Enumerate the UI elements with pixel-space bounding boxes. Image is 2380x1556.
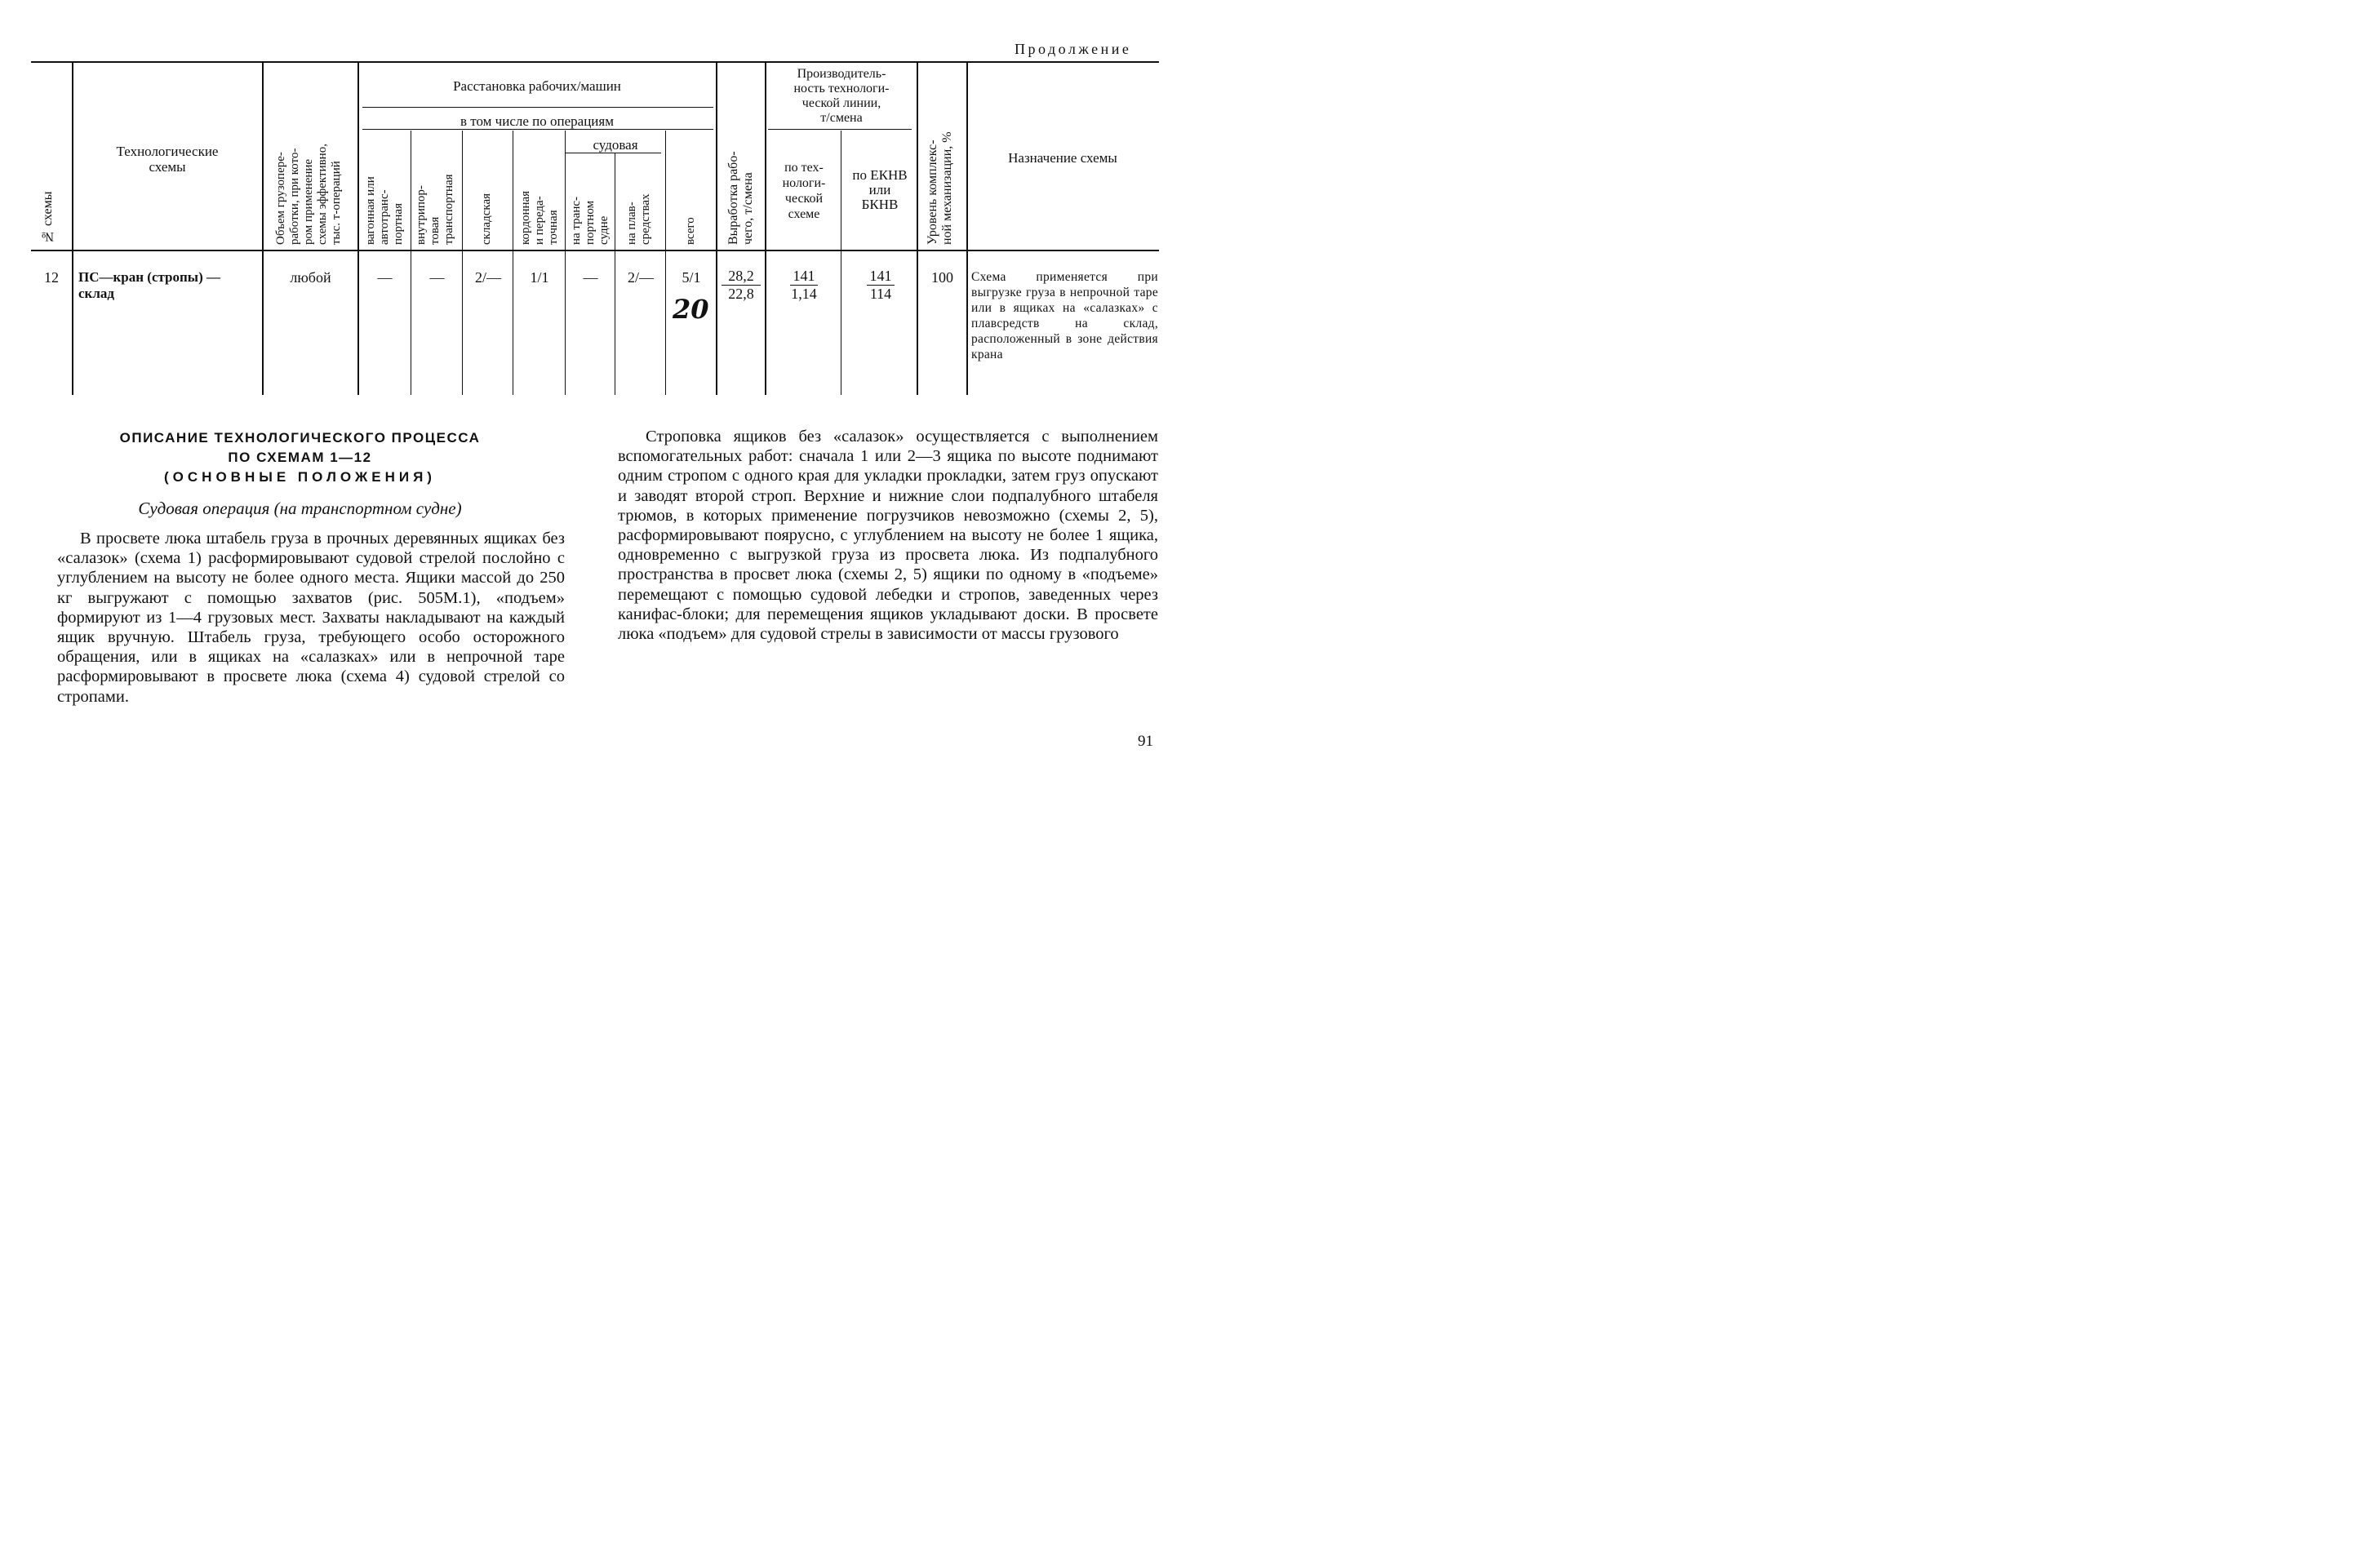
row-wagon: — [377, 269, 393, 286]
row-prod-ekhv [867, 268, 895, 303]
continuation-label: Продолжение [1015, 41, 1132, 57]
row-warehouse: 2/— [474, 269, 501, 286]
col-divider [462, 131, 463, 395]
row-purpose: Схема применяется при выгрузке груза в непрочной таре или в ящиках на «салазках» с плавсредств на склад, расположенный в зоне действия крана [971, 270, 1158, 361]
handwritten-mark: 20 [673, 294, 709, 325]
header-subrule [768, 129, 912, 130]
row-prod-ekhv-den: 114 [869, 286, 892, 302]
header-total: всего [684, 217, 697, 245]
page-number: 91 [1138, 733, 1153, 750]
header-cordon: кордонная и переда- точная [519, 190, 560, 245]
header-subrule [362, 129, 713, 130]
row-floating: 2/— [627, 269, 654, 286]
header-placement: Расстановка рабочих/машин [453, 78, 621, 94]
section-heading-line2: ПО СХЕМАМ 1—12 [228, 450, 372, 465]
col-divider [716, 62, 717, 395]
header-ship-transport: на транс- портном судне [570, 196, 611, 245]
row-output-num: 28,2 [722, 268, 761, 286]
row-prod-ekhv-num: 141 [867, 268, 895, 286]
header-purpose: Назначение схемы [1008, 150, 1117, 166]
header-prod-scheme: по тех- нологи- ческой схеме [782, 161, 826, 221]
section-heading-line1: ОПИСАНИЕ ТЕХНОЛОГИЧЕСКОГО ПРОЦЕССА [119, 430, 481, 446]
table-header-bottom-rule [31, 250, 1159, 251]
row-total: 5/1 [682, 269, 701, 286]
header-internal: внутрипор- товая транспортная [415, 174, 455, 245]
col-divider [72, 62, 73, 395]
row-prod-scheme-num: 141 [790, 268, 818, 286]
col-divider [917, 62, 918, 395]
header-tech-schemes: Технологические схемы [116, 144, 219, 175]
header-output: Выработка рабо- чего, т/смена [726, 151, 755, 245]
header-floating: на плав- средствах [625, 193, 652, 245]
header-including-ops: в том числе по операциям [460, 113, 614, 129]
section-heading-line3: (ОСНОВНЫЕ ПОЛОЖЕНИЯ) [164, 469, 436, 485]
row-volume: любой [290, 269, 331, 286]
header-mech-level: Уровень комплекс- ной механизации, % [926, 131, 954, 245]
row-internal: — [429, 269, 445, 286]
row-ship-transport: — [583, 269, 598, 286]
section-subheading: Судовая операция (на транспортном судне) [138, 499, 462, 518]
header-ship-group: судовая [593, 137, 638, 153]
row-cordon: 1/1 [530, 269, 549, 286]
header-productivity: Производитель- ность технологи- ческой линии, т/смена [793, 67, 890, 125]
header-warehouse: складская [480, 193, 493, 245]
header-prod-ekhv: по ЕКНВ или БКНВ [852, 167, 908, 212]
col-divider [966, 62, 968, 395]
col-divider [262, 62, 264, 395]
row-mech-level: 100 [931, 269, 953, 286]
header-scheme-no: № схемы [41, 191, 55, 243]
left-paragraph: В просвете люка штабель груза в прочных деревянных ящиках без «салазок» (схема 1) расформировывают судовой стрелой послойно с углублением на высоту не более одного места. Ящики массой до 250 кг выгружают с помощью захватов (рис. 505М.1), «подъем» формируют из 1—4 грузовых мест. Захваты накладывают на каждый ящик вручную. Штабель груза, требующего особо осторожного обращения, или в ящиках на «салазках» или в непрочной таре расформировывают в просвете люка (схема 4) судовой стрелой со стропами. [57, 530, 565, 706]
header-wagon: вагонная или автотранс- портная [364, 176, 405, 245]
row-prod-scheme [790, 268, 818, 303]
row-output-den: 22,8 [728, 286, 754, 302]
header-subrule [362, 107, 713, 108]
col-divider [665, 131, 666, 395]
header-volume: Объем грузопере- работки, при кото- ром применение схемы эффективно, тыс. т-операций [274, 144, 343, 245]
row-no: 12 [44, 269, 59, 286]
col-divider [357, 62, 359, 395]
col-divider [565, 131, 566, 395]
row-output [722, 268, 761, 303]
row-scheme: ПС—кран (стропы) — склад [78, 269, 220, 301]
table-top-rule [31, 61, 1159, 63]
right-paragraph: Строповка ящиков без «салазок» осуществляется с выполнением вспомогательных работ: сначала 1 или 2—3 ящика по высоте поднимают одним стропом с одного края для укладки прокладки, затем груз опускают и заводят второй строп. Верхние и нижние слои подпалубного штабеля трюмов, в которых применение погрузчиков невозможно (схемы 2, 5), расформировывают поярусно, с углублением на высоту не более 1 ящика, одновременно с выгрузкой груза из просвета люка. Из подпалубного пространства в просвет люка (схемы 2, 5) ящики по одному в «подъеме» перемещают с помощью судовой лебедки и стропов, заведенных через канифас-блоки; для перемещения ящиков укладывают доски. В просвете люка «подъем» для судовой стрелы в зависимости от массы грузового [618, 428, 1158, 644]
row-prod-scheme-den: 1,14 [791, 286, 817, 302]
